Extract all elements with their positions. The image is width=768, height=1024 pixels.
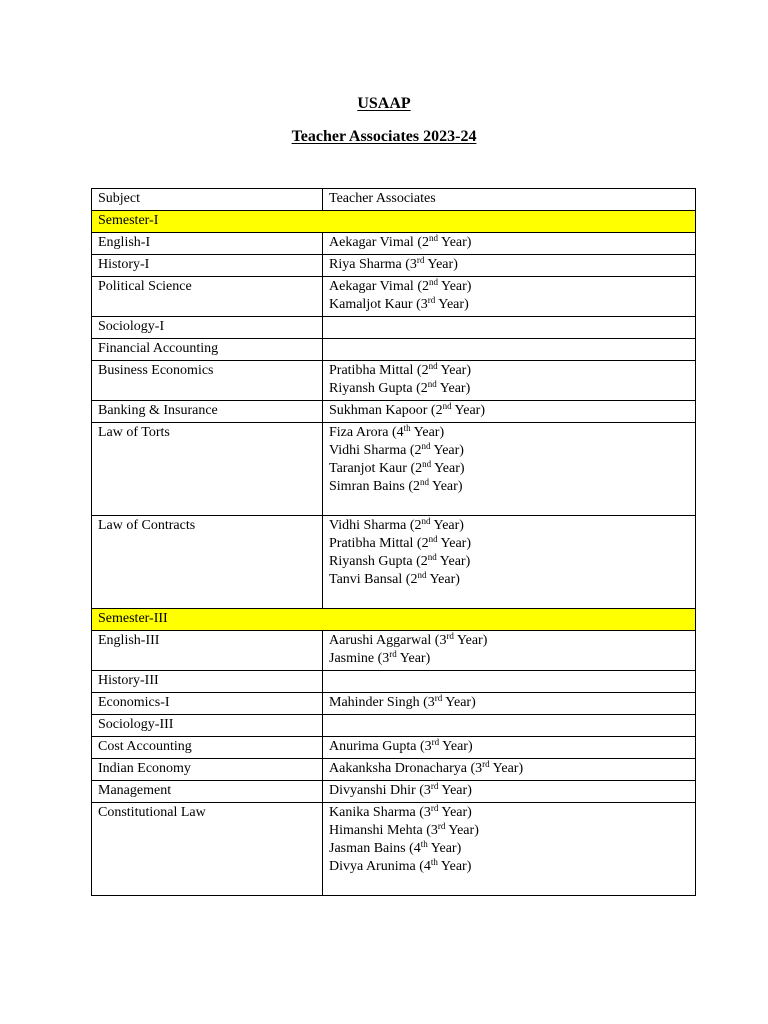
year-word: Year xyxy=(440,363,467,378)
associates-cell xyxy=(323,233,696,255)
associate-name: Aakanksha Dronacharya xyxy=(329,761,467,776)
associate-name: Mahinder Singh xyxy=(329,695,420,710)
year-ordinal-suffix: rd xyxy=(430,781,439,791)
year-number: 4 xyxy=(413,841,421,856)
associates-cell xyxy=(323,277,696,317)
header-subject: Subject xyxy=(92,189,323,211)
associate-entry: Vidhi Sharma (2nd Year) xyxy=(329,516,464,533)
year-ordinal-suffix: nd xyxy=(417,570,427,580)
year-ordinal-suffix: rd xyxy=(437,821,446,831)
subject-cell: History-I xyxy=(92,255,323,277)
associate-entry: Jasman Bains (4th Year) xyxy=(329,839,462,856)
associate-name: Taranjot Kaur xyxy=(329,461,407,476)
associates-cell xyxy=(323,671,696,693)
associate-entry: Riya Sharma (3rd Year) xyxy=(329,255,458,272)
year-word: Year xyxy=(439,381,466,396)
year-number: 2 xyxy=(421,363,429,378)
subject-cell: Constitutional Law xyxy=(92,803,323,896)
associate-entry: Aakanksha Dronacharya (3rd Year) xyxy=(329,759,524,776)
associates-cell xyxy=(323,516,696,609)
year-word: Year xyxy=(440,536,467,551)
table-row xyxy=(92,255,696,277)
year-ordinal-suffix: th xyxy=(403,423,411,433)
year-number: 3 xyxy=(439,633,447,648)
table-row xyxy=(92,671,696,693)
year-number: 2 xyxy=(414,518,422,533)
associate-entry: Fiza Arora (4th Year) xyxy=(329,423,445,440)
associate-entry: Tanvi Bansal (2nd Year) xyxy=(329,570,460,587)
associate-name: Sukhman Kapoor xyxy=(329,403,428,418)
year-number: 4 xyxy=(423,859,431,874)
subject-cell: Financial Accounting xyxy=(92,339,323,361)
associate-name: Divya Arunima xyxy=(329,859,416,874)
subject-cell: Indian Economy xyxy=(92,759,323,781)
year-ordinal-suffix: nd xyxy=(428,361,438,371)
associates-cell xyxy=(323,715,696,737)
year-number: 2 xyxy=(422,279,429,294)
year-ordinal-suffix: nd xyxy=(442,401,452,411)
document-subtitle: Teacher Associates 2023-24 xyxy=(291,128,477,145)
year-word: Year xyxy=(430,841,457,856)
section-row xyxy=(92,211,696,233)
associate-entry: Divyanshi Dhir (3rd Year) xyxy=(329,781,472,798)
associate-entry: Kamaljot Kaur (3rd Year) xyxy=(329,295,469,312)
associate-entry: Kanika Sharma (3rd Year) xyxy=(329,803,472,820)
associates-cell xyxy=(323,737,696,759)
year-ordinal-suffix: nd xyxy=(427,552,437,562)
year-ordinal-suffix: nd xyxy=(427,379,437,389)
associate-name: Jasman Bains xyxy=(329,841,406,856)
year-ordinal-suffix: nd xyxy=(421,516,431,526)
year-number: 2 xyxy=(414,443,422,458)
table-row xyxy=(92,361,696,401)
associates-cell xyxy=(323,693,696,715)
associates-cell xyxy=(323,781,696,803)
year-word: Year xyxy=(454,403,481,418)
year-number: 3 xyxy=(424,739,432,754)
year-number: 2 xyxy=(421,536,429,551)
associate-entry: Jasmine (3rd Year) xyxy=(329,649,431,666)
year-word: Year xyxy=(434,461,460,476)
year-word: Year xyxy=(440,235,467,250)
associate-entry: Pratibha Mittal (2nd Year) xyxy=(329,534,472,551)
associate-entry: Aekagar Vimal (2nd Year) xyxy=(329,233,472,250)
year-word: Year xyxy=(445,695,472,710)
table-row xyxy=(92,423,696,516)
table-row xyxy=(92,516,696,609)
associate-name: Simran Bains xyxy=(329,479,405,494)
year-ordinal-suffix: th xyxy=(420,839,428,849)
year-ordinal-suffix: nd xyxy=(429,233,438,243)
associates-cell xyxy=(323,759,696,781)
year-number: 2 xyxy=(420,554,428,569)
table-row xyxy=(92,737,696,759)
associates-cell xyxy=(323,803,696,896)
year-word: Year xyxy=(399,651,426,666)
table-row xyxy=(92,781,696,803)
year-word: Year xyxy=(441,783,468,798)
table-row xyxy=(92,339,696,361)
subject-cell: Law of Contracts xyxy=(92,516,323,609)
associate-name: Pratibha Mittal xyxy=(329,363,414,378)
year-word: Year xyxy=(440,859,467,874)
associates-cell xyxy=(323,339,696,361)
associate-entry: Aekagar Vimal (2nd Year) xyxy=(329,277,472,294)
associate-entry: Riyansh Gupta (2nd Year) xyxy=(329,552,471,569)
subject-cell: English-III xyxy=(92,631,323,671)
associate-name: Tanvi Bansal xyxy=(329,572,403,587)
year-number: 3 xyxy=(382,651,390,666)
year-ordinal-suffix: rd xyxy=(389,649,397,659)
year-number: 2 xyxy=(413,479,421,494)
year-word: Year xyxy=(433,518,460,533)
year-number: 3 xyxy=(409,257,417,272)
table-row xyxy=(92,317,696,339)
associate-name: Divyanshi Dhir xyxy=(329,783,416,798)
table-row xyxy=(92,715,696,737)
associates-cell xyxy=(323,255,696,277)
year-word: Year xyxy=(432,479,458,494)
year-word: Year xyxy=(438,297,465,312)
associates-cell xyxy=(323,631,696,671)
associate-name: Aekagar Vimal xyxy=(329,235,414,250)
year-number: 2 xyxy=(410,572,418,587)
subject-cell: Law of Torts xyxy=(92,423,323,516)
table-row xyxy=(92,631,696,671)
associate-name: Pratibha Mittal xyxy=(329,536,414,551)
teacher-associates-table xyxy=(91,188,696,896)
associate-entry: Mahinder Singh (3rd Year) xyxy=(329,693,476,710)
year-ordinal-suffix: th xyxy=(430,857,438,867)
table-row xyxy=(92,233,696,255)
associate-entry: Simran Bains (2nd Year) xyxy=(329,477,463,494)
associate-name: Jasmine xyxy=(329,651,375,666)
subject-cell: Banking & Insurance xyxy=(92,401,323,423)
table-row xyxy=(92,277,696,317)
year-word: Year xyxy=(413,425,440,440)
year-word: Year xyxy=(492,761,519,776)
year-word: Year xyxy=(442,739,468,754)
associate-name: Kanika Sharma xyxy=(329,805,416,820)
year-ordinal-suffix: rd xyxy=(416,255,425,265)
document-title: USAAP xyxy=(357,95,411,112)
year-ordinal-suffix: rd xyxy=(427,295,436,305)
subject-cell: History-III xyxy=(92,671,323,693)
associate-name: Vidhi Sharma xyxy=(329,518,407,533)
associate-name: Fiza Arora xyxy=(329,425,389,440)
year-ordinal-suffix: rd xyxy=(431,737,440,747)
section-label: Semester-I xyxy=(92,211,696,233)
subject-cell: Management xyxy=(92,781,323,803)
associate-name: Kamaljot Kaur xyxy=(329,297,413,312)
year-number: 3 xyxy=(423,805,431,820)
associate-name: Anurima Gupta xyxy=(329,739,417,754)
associate-entry: Sukhman Kapoor (2nd Year) xyxy=(329,401,486,418)
year-number: 2 xyxy=(435,403,443,418)
subject-cell: Economics-I xyxy=(92,693,323,715)
subject-cell: Sociology-I xyxy=(92,317,323,339)
associate-name: Aarushi Aggarwal xyxy=(329,633,432,648)
subject-cell: Sociology-III xyxy=(92,715,323,737)
year-ordinal-suffix: rd xyxy=(434,693,443,703)
year-word: Year xyxy=(427,257,454,272)
associates-cell xyxy=(323,317,696,339)
year-ordinal-suffix: nd xyxy=(429,277,438,287)
subject-cell: English-I xyxy=(92,233,323,255)
year-ordinal-suffix: rd xyxy=(430,803,439,813)
table-row xyxy=(92,693,696,715)
associate-name: Aekagar Vimal xyxy=(329,279,414,294)
associate-entry: Aarushi Aggarwal (3rd Year) xyxy=(329,631,488,648)
year-word: Year xyxy=(456,633,483,648)
table-row xyxy=(92,759,696,781)
year-number: 4 xyxy=(396,425,404,440)
year-number: 3 xyxy=(423,783,431,798)
year-number: 2 xyxy=(415,461,423,476)
associate-entry: Himanshi Mehta (3rd Year) xyxy=(329,821,479,838)
year-number: 3 xyxy=(420,297,428,312)
subject-cell: Political Science xyxy=(92,277,323,317)
year-ordinal-suffix: rd xyxy=(446,631,454,641)
year-ordinal-suffix: nd xyxy=(422,459,432,469)
year-word: Year xyxy=(439,554,466,569)
year-number: 3 xyxy=(427,695,435,710)
associate-entry: Divya Arunima (4th Year) xyxy=(329,857,472,874)
year-ordinal-suffix: nd xyxy=(421,441,431,451)
year-ordinal-suffix: rd xyxy=(482,759,490,769)
associate-entry: Vidhi Sharma (2nd Year) xyxy=(329,441,464,458)
year-word: Year xyxy=(433,443,460,458)
associates-cell xyxy=(323,361,696,401)
table-body xyxy=(92,189,696,896)
year-word: Year xyxy=(441,805,468,820)
associates-cell xyxy=(323,401,696,423)
associate-name: Vidhi Sharma xyxy=(329,443,407,458)
associate-entry: Taranjot Kaur (2nd Year) xyxy=(329,459,465,476)
year-ordinal-suffix: nd xyxy=(428,534,438,544)
section-row xyxy=(92,609,696,631)
year-word: Year xyxy=(429,572,456,587)
associates-cell xyxy=(323,423,696,516)
associate-entry: Anurima Gupta (3rd Year) xyxy=(329,737,473,754)
year-ordinal-suffix: nd xyxy=(420,477,430,487)
year-word: Year xyxy=(448,823,475,838)
subject-cell: Cost Accounting xyxy=(92,737,323,759)
associate-entry: Pratibha Mittal (2nd Year) xyxy=(329,361,472,378)
year-number: 2 xyxy=(420,381,428,396)
section-label: Semester-III xyxy=(92,609,696,631)
associate-entry: Riyansh Gupta (2nd Year) xyxy=(329,379,471,396)
year-number: 3 xyxy=(430,823,438,838)
year-number: 2 xyxy=(422,235,429,250)
header-associates: Teacher Associates xyxy=(323,189,696,211)
table-row xyxy=(92,401,696,423)
year-word: Year xyxy=(440,279,467,294)
table-row xyxy=(92,803,696,896)
associate-name: Himanshi Mehta xyxy=(329,823,423,838)
year-number: 3 xyxy=(475,761,483,776)
associate-name: Riyansh Gupta xyxy=(329,381,413,396)
associate-name: Riya Sharma xyxy=(329,257,402,272)
subject-cell: Business Economics xyxy=(92,361,323,401)
table-header-row xyxy=(92,189,696,211)
associate-name: Riyansh Gupta xyxy=(329,554,413,569)
